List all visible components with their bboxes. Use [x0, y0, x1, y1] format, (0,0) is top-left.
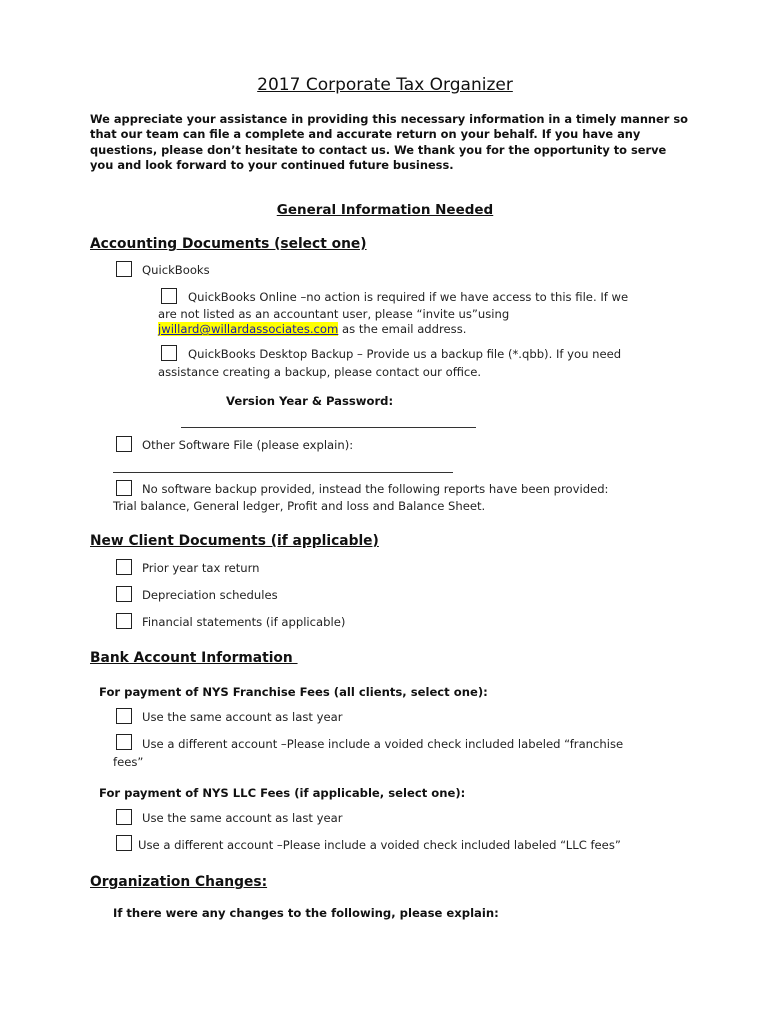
- qb-desktop-line2: assistance creating a backup, please contact our office.: [158, 365, 482, 379]
- no-backup-line2: Trial balance, General ledger, Profit and loss and Balance Sheet.: [113, 499, 486, 513]
- no-backup-checkbox[interactable]: [116, 480, 132, 496]
- depreciation-label: Depreciation schedules: [142, 588, 278, 602]
- qb-online-line2: are not listed as an accountant user, please “invite us”using: [158, 307, 510, 321]
- financial-statements-checkbox[interactable]: [116, 613, 132, 629]
- prior-year-checkbox[interactable]: [116, 559, 132, 575]
- prior-year-label: Prior year tax return: [142, 561, 260, 575]
- llc-label: For payment of NYS LLC Fees (if applicable, select one):: [99, 786, 466, 800]
- no-backup-line1: No software backup provided, instead the following reports have been provided:: [142, 482, 609, 496]
- qb-online-line3: jwillard@willardassociates.com as the email address.: [158, 322, 467, 336]
- other-software-input-line[interactable]: [113, 472, 453, 473]
- org-changes-heading: Organization Changes:: [90, 874, 268, 890]
- qb-online-checkbox[interactable]: [161, 288, 177, 304]
- llc-same-label: Use the same account as last year: [142, 811, 343, 825]
- accounting-docs-heading: Accounting Documents (select one): [90, 236, 367, 252]
- llc-different-label: Use a different account –Please include a voided check included labeled “LLC fees”: [138, 838, 621, 852]
- franchise-same-label: Use the same account as last year: [142, 710, 343, 724]
- financial-statements-label: Financial statements (if applicable): [142, 615, 346, 629]
- llc-same-checkbox[interactable]: [116, 809, 132, 825]
- quickbooks-label: QuickBooks: [142, 263, 210, 277]
- franchise-different-line2: fees”: [113, 755, 144, 769]
- llc-different-checkbox[interactable]: [116, 835, 132, 851]
- franchise-same-checkbox[interactable]: [116, 708, 132, 724]
- bank-heading: Bank Account Information: [90, 650, 298, 666]
- general-info-heading: General Information Needed: [276, 202, 494, 218]
- intro-paragraph: We appreciate your assistance in providing this necessary information in a timely manner so that our team can file a complete and accurate return on your behalf. If you have any questions, please don’t hesitate to contact us. We thank you for the opportunity to serve you and look forward to your continued future business.: [90, 112, 688, 172]
- qb-desktop-checkbox[interactable]: [161, 345, 177, 361]
- other-software-label: Other Software File (please explain):: [142, 438, 354, 452]
- version-password-input-line[interactable]: [181, 427, 476, 428]
- other-software-checkbox[interactable]: [116, 436, 132, 452]
- franchise-label: For payment of NYS Franchise Fees (all clients, select one):: [99, 685, 488, 699]
- qb-online-line1: QuickBooks Online –no action is required if we have access to this file. If we: [188, 290, 629, 304]
- qb-desktop-line1: QuickBooks Desktop Backup – Provide us a backup file (*.qbb). If you need: [188, 347, 622, 361]
- version-password-label: Version Year & Password:: [226, 394, 394, 408]
- email-link[interactable]: jwillard@willardassociates.com: [158, 322, 339, 336]
- new-client-heading: New Client Documents (if applicable): [90, 533, 379, 549]
- org-changes-prompt: If there were any changes to the following, please explain:: [113, 906, 499, 920]
- page-title: 2017 Corporate Tax Organizer: [257, 75, 513, 95]
- franchise-different-checkbox[interactable]: [116, 734, 132, 750]
- quickbooks-checkbox[interactable]: [116, 261, 132, 277]
- franchise-different-line1: Use a different account –Please include a voided check included labeled “franchise: [142, 737, 624, 751]
- depreciation-checkbox[interactable]: [116, 586, 132, 602]
